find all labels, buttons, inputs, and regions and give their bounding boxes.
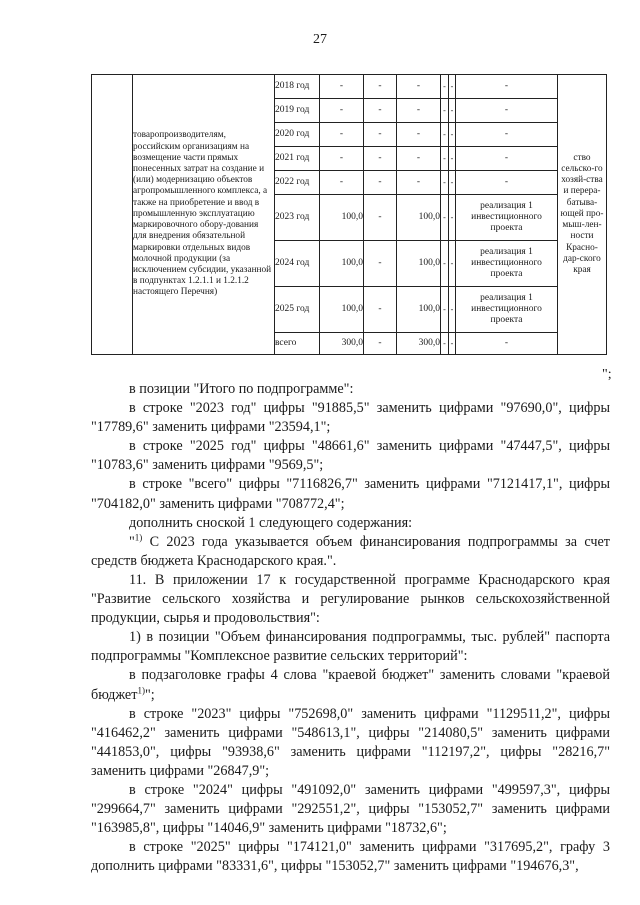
year-cell: 2022 год xyxy=(275,171,320,195)
table-row xyxy=(92,75,607,99)
regional-cell: - xyxy=(397,147,441,171)
text-part: в подзаголовке графы 4 слова "краевой бюджет" заменить словами "краевой бюджет xyxy=(91,667,610,703)
year-cell: 2023 год xyxy=(275,195,320,241)
total-cell: - xyxy=(320,75,364,99)
footnote-paragraph xyxy=(91,533,610,571)
result-cell: реализация 1 инвестиционного проекта xyxy=(456,195,558,241)
result-cell: реализация 1 инвестиционного проекта xyxy=(456,287,558,333)
text-part: "; xyxy=(144,686,155,703)
footnote-marker: 1) xyxy=(137,684,145,695)
local-cell: - xyxy=(441,287,449,333)
paragraph: 1) в позиции "Объем финансирования подпрограммы, тыс. рублей" паспорта подпрограммы "Комплексное развитие сельских территорий": xyxy=(91,629,610,665)
paragraph: в строке "2024" цифры "491092,0" заменить цифрами "499597,3", цифры "299664,7" заменить цифрами "292551,2", цифры "153052,7" заменить цифрами "163985,8", цифры "14046,9" заменить цифрами "18732,6"; xyxy=(91,781,610,837)
local-cell: - xyxy=(441,195,449,241)
federal-cell: - xyxy=(364,171,397,195)
total-cell: 300,0 xyxy=(320,333,364,355)
federal-cell: - xyxy=(364,241,397,287)
other-cell: - xyxy=(449,195,456,241)
result-cell: - xyxy=(456,123,558,147)
result-cell: - xyxy=(456,147,558,171)
federal-cell: - xyxy=(364,195,397,241)
paragraph: в строке "2023" цифры "752698,0" заменить цифрами "1129511,2", цифры "416462,2" заменить цифрами "548613,1", цифры "214080,5" заменить цифрами "441853,0", цифры "93938,6" заменить цифрами "112197,2", цифры "28216,7" заменить цифрами "26847,9"; xyxy=(91,705,610,779)
financing-table xyxy=(91,74,607,355)
regional-cell: 100,0 xyxy=(397,287,441,333)
federal-cell: - xyxy=(364,333,397,355)
federal-cell: - xyxy=(364,99,397,123)
paragraph: в строке "2025" цифры "174121,0" заменить цифрами "317695,2", графу 3 дополнить цифрами "83331,6", цифры "153052,7" заменить цифрами "194676,3", xyxy=(91,839,610,875)
number-cell xyxy=(92,75,133,355)
year-cell: всего xyxy=(275,333,320,355)
document-body xyxy=(91,380,610,876)
other-cell: - xyxy=(449,171,456,195)
local-cell: - xyxy=(441,171,449,195)
page-number: 27 xyxy=(313,32,327,47)
total-cell: - xyxy=(320,171,364,195)
regional-cell: - xyxy=(397,123,441,147)
year-cell: 2018 год xyxy=(275,75,320,99)
other-cell: - xyxy=(449,75,456,99)
result-cell: - xyxy=(456,99,558,123)
total-cell: 100,0 xyxy=(320,195,364,241)
year-cell: 2021 год xyxy=(275,147,320,171)
federal-cell: - xyxy=(364,287,397,333)
year-cell: 2024 год xyxy=(275,241,320,287)
paragraph: в позиции "Итого по подпрограмме": xyxy=(129,381,354,397)
paragraph xyxy=(91,666,610,704)
result-cell: - xyxy=(456,171,558,195)
year-cell: 2025 год xyxy=(275,287,320,333)
text-part: С 2023 года указывается объем финансирования подпрограммы за счет средств бюджета Краснодарского края.". xyxy=(91,533,610,569)
executor-cell: ство сельско-го хозяй-ства и перера-батыва-ющей про-мыш-лен-ности Красно-дар-ского края xyxy=(558,75,607,355)
other-cell: - xyxy=(449,147,456,171)
text-part: " xyxy=(129,533,135,550)
total-cell: 100,0 xyxy=(320,241,364,287)
regional-cell: 300,0 xyxy=(397,333,441,355)
regional-cell: 100,0 xyxy=(397,195,441,241)
paragraph: 11. В приложении 17 к государственной программе Краснодарского края "Развитие сельского хозяйства и регулирование рынков сельскохозяйственной продукции, сырья и продовольствия": xyxy=(91,571,610,627)
measure-description: товаропроизводителям, российским организациям на возмещение части прямых понесенных затрат на создание и (или) модернизацию объектов агропромышленного комплекса, а также на приобретение и ввод в промышленную эксплуатацию маркировочного обору-дования для внедрения обязательной маркировки отдельных видов молочной продукции (за исключением субсидии, указанной в подпунктах 1.2.1.1 и 1.2.1.2 настоящего Перечня) xyxy=(133,75,275,355)
paragraph: дополнить сноской 1 следующего содержания: xyxy=(129,514,413,531)
total-cell: - xyxy=(320,147,364,171)
footnote-marker: 1) xyxy=(134,532,143,543)
regional-cell: - xyxy=(397,171,441,195)
paragraph: в строке "2025 год" цифры "48661,6" заменить цифрами "47447,5", цифры "10783,6" заменить цифрами "9569,5"; xyxy=(91,438,610,474)
total-cell: 100,0 xyxy=(320,287,364,333)
other-cell: - xyxy=(449,123,456,147)
federal-cell: - xyxy=(364,147,397,171)
total-cell: - xyxy=(320,123,364,147)
local-cell: - xyxy=(441,241,449,287)
year-cell: 2019 год xyxy=(275,99,320,123)
result-cell: - xyxy=(456,333,558,355)
local-cell: - xyxy=(441,99,449,123)
local-cell: - xyxy=(441,75,449,99)
result-cell: - xyxy=(456,75,558,99)
regional-cell: 100,0 xyxy=(397,241,441,287)
result-cell: реализация 1 инвестиционного проекта xyxy=(456,241,558,287)
other-cell: - xyxy=(449,287,456,333)
closing-quote: "; xyxy=(602,367,612,382)
local-cell: - xyxy=(441,147,449,171)
paragraph: в строке "всего" цифры "7116826,7" заменить цифрами "7121417,1", цифры "704182,0" заменить цифрами "708772,4"; xyxy=(91,476,610,512)
regional-cell: - xyxy=(397,75,441,99)
other-cell: - xyxy=(449,99,456,123)
year-cell: 2020 год xyxy=(275,123,320,147)
federal-cell: - xyxy=(364,123,397,147)
paragraph: в строке "2023 год" цифры "91885,5" заменить цифрами "97690,0", цифры "17789,6" заменить цифрами "23594,1"; xyxy=(91,400,610,436)
other-cell: - xyxy=(449,241,456,287)
local-cell: - xyxy=(441,123,449,147)
local-cell: - xyxy=(441,333,449,355)
federal-cell: - xyxy=(364,75,397,99)
regional-cell: - xyxy=(397,99,441,123)
other-cell: - xyxy=(449,333,456,355)
total-cell: - xyxy=(320,99,364,123)
